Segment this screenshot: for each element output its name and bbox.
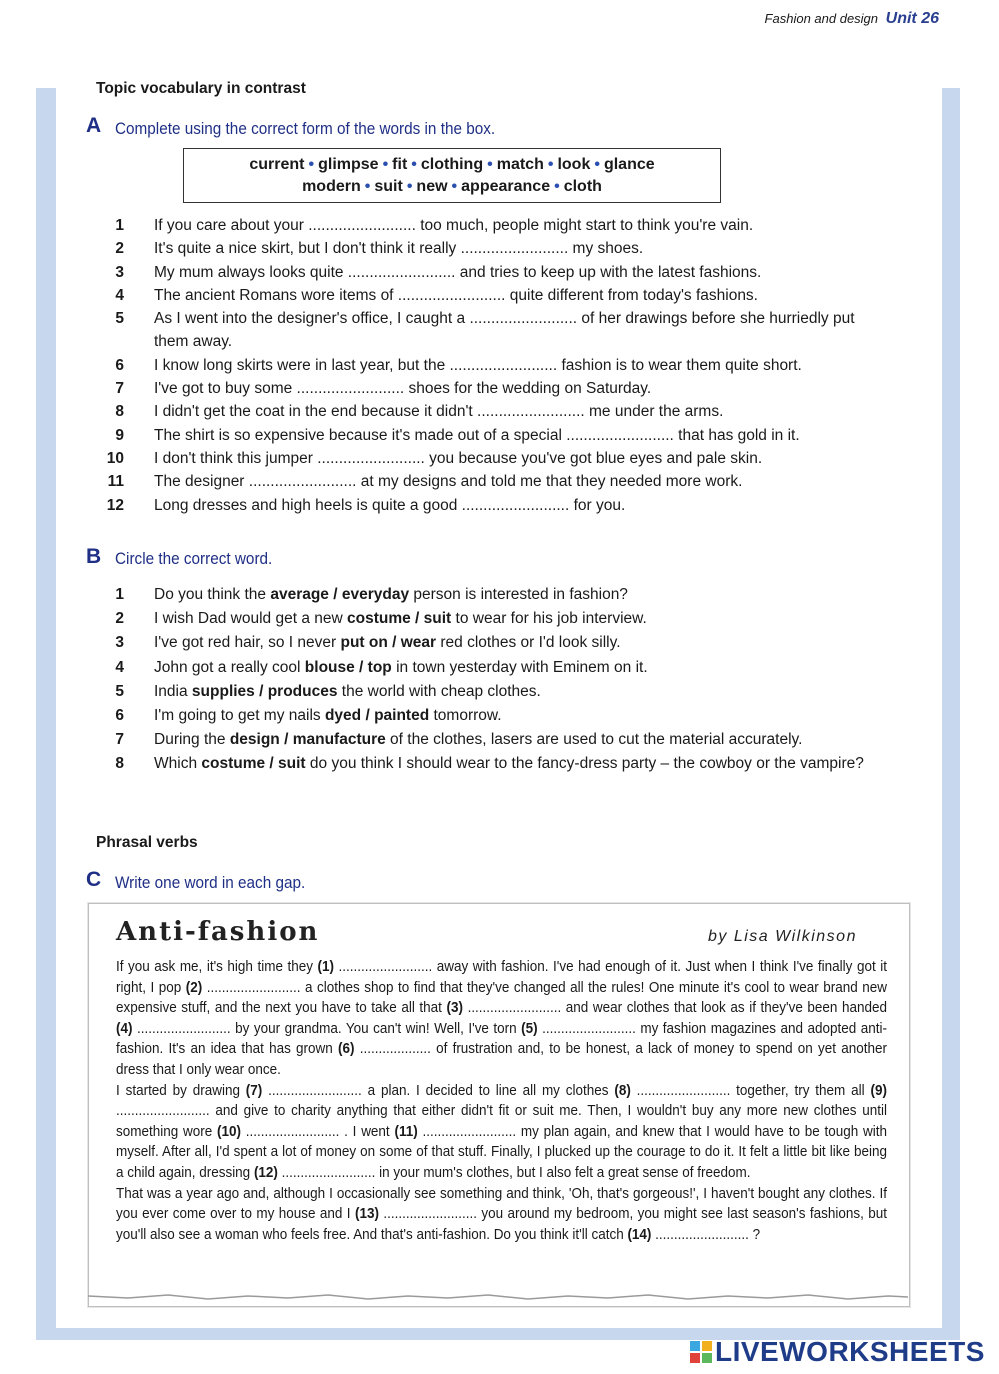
logo-text: LIVEWORKSHEETS	[715, 1336, 985, 1367]
item-number: 4	[115, 658, 124, 676]
bullet-separator: •	[451, 178, 458, 195]
box-word: look	[557, 156, 591, 173]
item-number: 6	[115, 356, 124, 374]
item-text: of the clothes, lasers are used to cut the material accurately.	[385, 731, 803, 749]
gap-number: (13)	[354, 1206, 379, 1223]
gap-number: (11)	[394, 1123, 418, 1140]
item-text: The designer ......................... at my designs and told me that they needed more work.	[154, 473, 743, 491]
article-text: If you ask me, it's high time they	[116, 959, 318, 975]
exercise-b-item	[100, 607, 890, 631]
exercise-b-list	[100, 583, 890, 777]
item-number: 7	[115, 731, 124, 749]
box-word: current	[249, 156, 305, 173]
box-word: modern	[302, 178, 361, 195]
exercise-a-item	[100, 400, 890, 423]
exercise-b-item	[100, 728, 890, 752]
article-byline: by Lisa Wilkinson	[708, 928, 857, 945]
item-number: 5	[115, 682, 124, 700]
word-choice[interactable]: costume / suit	[201, 755, 306, 773]
item-text: John got a really cool	[154, 658, 305, 676]
item-text: My mum always looks quite ......................... and tries to keep up with the latest fashions.	[154, 263, 762, 281]
exercise-a-item	[100, 354, 890, 377]
liveworksheets-logo	[690, 1336, 985, 1368]
box-word: glimpse	[318, 156, 379, 173]
word-choice[interactable]: put on / wear	[340, 634, 437, 652]
gap-number: (6)	[338, 1041, 355, 1058]
article-text: ......................... in your mum's clothes, but I also felt a great sense of freedom.	[277, 1164, 751, 1181]
box-word: clothing	[420, 156, 484, 173]
item-text: I don't think this jumper ......................... you because you've got blue eyes and pale skin.	[154, 449, 763, 467]
article-text: ......................... and give to charity anything that either didn't fit or suit me. Then, I wouldn't buy any more new clothes until something wore	[116, 1103, 887, 1140]
item-text: During the	[154, 731, 230, 749]
gap-number: (9)	[870, 1082, 887, 1099]
page-header	[765, 10, 939, 28]
exercise-a-item	[100, 307, 890, 354]
item-number: 2	[115, 610, 124, 628]
exercise-b-item	[100, 583, 890, 607]
gap-number: (4)	[116, 1020, 133, 1037]
section-name: Fashion and design	[764, 11, 879, 26]
item-number: 1	[115, 586, 124, 603]
word-box	[183, 148, 721, 203]
item-text: I didn't get the coat in the end because it didn't ......................... me under the arms.	[154, 403, 724, 421]
bullet-separator: •	[554, 178, 560, 195]
item-text: India	[154, 682, 192, 700]
item-text: do you think I should wear to the fancy-dress party – the cowboy or the vampire?	[305, 755, 864, 773]
article-title: Anti-fashion	[116, 917, 320, 947]
exercise-a-item	[100, 237, 890, 260]
gap-number: (7)	[245, 1082, 263, 1099]
exercise-b-instruction: Circle the correct word.	[115, 549, 273, 568]
gap-number: (14)	[627, 1226, 652, 1243]
box-word: fit	[392, 156, 408, 173]
word-choice[interactable]: dyed / painted	[324, 707, 430, 725]
bullet-separator: •	[382, 156, 389, 173]
item-number: 8	[115, 403, 124, 421]
exercise-b-item	[100, 680, 890, 704]
exercise-b-item	[100, 656, 890, 680]
exercise-b-item	[100, 752, 890, 776]
article-text: That was a year ago and, although I occasionally see something and think, 'Oh, that's gorgeous!', I haven't bought any clothes. If you ever come over to my house and I	[116, 1185, 887, 1223]
item-text: I've got red hair, so I never	[154, 634, 341, 652]
box-word: match	[496, 156, 544, 173]
gap-number: (2)	[185, 979, 203, 996]
article-text: ......................... a plan. I decided to line all my clothes	[262, 1082, 615, 1099]
word-choice[interactable]: average / everyday	[270, 586, 410, 603]
exercise-b-item	[100, 704, 890, 728]
gap-number: (1)	[317, 959, 334, 975]
bullet-separator: •	[547, 156, 554, 173]
box-word: appearance	[461, 178, 551, 195]
exercise-a-list	[100, 214, 890, 517]
logo-mark-icon	[690, 1341, 712, 1363]
phrasal-section-title: Phrasal verbs	[96, 834, 198, 851]
word-box-line-1	[184, 154, 720, 176]
word-choice[interactable]: blouse / top	[304, 658, 392, 676]
exercise-b-item	[100, 631, 890, 655]
exercise-a-item	[100, 494, 890, 517]
box-word: suit	[374, 178, 403, 195]
bullet-separator: •	[308, 156, 315, 173]
item-text: person is interested in fashion?	[409, 586, 628, 603]
article-paragraph	[116, 1184, 887, 1246]
item-text: The ancient Romans wore items of ......................... quite different from today's fashions.	[154, 286, 758, 304]
item-text: to wear for his job interview.	[451, 610, 647, 628]
item-number: 1	[115, 217, 124, 234]
item-text: red clothes or I'd look silly.	[436, 634, 621, 652]
article-text: ......................... together, try them all	[630, 1082, 871, 1099]
item-number: 6	[115, 707, 124, 725]
article-paragraph	[116, 1081, 887, 1184]
item-text: I'm going to get my nails	[154, 707, 325, 725]
item-number: 5	[115, 310, 124, 328]
unit-label: Unit 26	[885, 10, 939, 27]
article-text: ......................... a clothes shop to find that they've changed all the rules! One minute it's cool to wear brand new expensive stuff, and the next you have to take all that	[116, 979, 887, 1017]
article-text: ......................... my fashion magazines and adopted anti-fashion. It's an idea that has grown	[116, 1020, 887, 1058]
box-word: cloth	[563, 178, 602, 195]
article-text: ................... of frustration and, to be honest, a lack of money to spend on yet another dress that I only wear once.	[116, 1041, 887, 1078]
bullet-separator: •	[364, 178, 371, 195]
item-text: the world with cheap clothes.	[337, 682, 541, 700]
exercise-c-instruction: Write one word in each gap.	[115, 873, 306, 892]
bullet-separator: •	[594, 156, 600, 173]
exercise-c-letter: C	[86, 868, 102, 891]
item-text: I know long skirts were in last year, but the ......................... fashion is to wear them quite short.	[154, 356, 802, 374]
vocab-section-title: Topic vocabulary in contrast	[96, 80, 306, 97]
item-number: 12	[106, 496, 124, 514]
item-text: tomorrow.	[429, 707, 502, 725]
item-text: Long dresses and high heels is quite a good ......................... for you.	[154, 496, 626, 514]
bullet-separator: •	[487, 156, 493, 173]
item-number: 4	[115, 286, 124, 304]
exercise-a-item	[100, 284, 890, 307]
gap-number: (8)	[614, 1082, 631, 1099]
item-number: 7	[115, 380, 124, 398]
torn-edge-decoration	[88, 1290, 908, 1304]
word-choice[interactable]: supplies / produces	[191, 682, 338, 700]
item-text: I wish Dad would get a new	[154, 610, 347, 628]
article-body	[116, 957, 887, 1245]
item-number: 3	[115, 634, 124, 652]
bullet-separator: •	[411, 156, 417, 173]
article-text: ......................... by your grandma. You can't win! Well, I've torn	[132, 1020, 522, 1037]
item-text: It's quite a nice skirt, but I don't think it really ......................... my shoes.	[154, 240, 644, 258]
item-text: Do you think the	[154, 586, 271, 603]
exercise-a-item	[100, 470, 890, 493]
bullet-separator: •	[406, 178, 413, 195]
article-text: I started by drawing	[116, 1082, 246, 1099]
word-box-line-2	[184, 176, 720, 198]
exercise-a-item	[100, 377, 890, 400]
item-number: 10	[106, 449, 124, 467]
gap-number: (10)	[216, 1123, 241, 1140]
exercise-a-letter: A	[86, 114, 102, 137]
exercise-a-item	[100, 424, 890, 447]
item-number: 9	[115, 426, 124, 444]
box-word: new	[416, 178, 448, 195]
exercise-b-letter: B	[86, 545, 102, 568]
item-text: The shirt is so expensive because it's made out of a special ......................... that has gold in it.	[154, 426, 800, 444]
item-text: I've got to buy some ......................... shoes for the wedding on Saturday.	[154, 380, 652, 398]
item-text: in town yesterday with Eminem on it.	[391, 658, 648, 676]
item-number: 11	[107, 473, 124, 491]
exercise-a-item	[100, 214, 890, 237]
item-text: If you care about your ......................... too much, people might start to think you're vain.	[154, 217, 754, 234]
article-text: ......................... ?	[651, 1226, 761, 1243]
exercise-a-item	[100, 447, 890, 470]
item-text: Which	[154, 755, 202, 773]
article-text: ......................... my plan again, and knew that I would have to be tough with myself. After all, I'd spent a lot of money on some of that stuff. Finally, I plucked up the courage to do it. It felt a little bit like being a child again, dressing	[116, 1123, 887, 1181]
item-number: 2	[115, 240, 124, 258]
gap-number: (12)	[253, 1164, 278, 1181]
item-text: As I went into the designer's office, I caught a ......................... of her drawings before she hurriedly put them away.	[154, 310, 855, 351]
item-number: 8	[115, 755, 124, 773]
article-text: ......................... . I went	[240, 1123, 395, 1140]
gap-number: (5)	[521, 1020, 538, 1037]
article-text: ......................... you around my bedroom, you might see last season's fashions, but you'll also see a woman who feels free. And that's anti-fashion. Do you think it'll catch	[116, 1206, 887, 1243]
exercise-a-instruction: Complete using the correct form of the words in the box.	[115, 119, 496, 138]
word-choice[interactable]: costume / suit	[347, 610, 452, 628]
item-number: 3	[115, 263, 124, 281]
word-choice[interactable]: design / manufacture	[229, 731, 386, 749]
exercise-a-item	[100, 261, 890, 284]
box-word: glance	[603, 156, 655, 173]
article-text: ......................... and wear clothes that look as if they've been handed	[462, 1000, 887, 1017]
article-paragraph	[116, 957, 887, 1081]
gap-number: (3)	[446, 1000, 463, 1017]
article-text: ......................... away with fashion. I've had enough of it. Just when I think I've finally got it right, I pop	[116, 959, 887, 996]
